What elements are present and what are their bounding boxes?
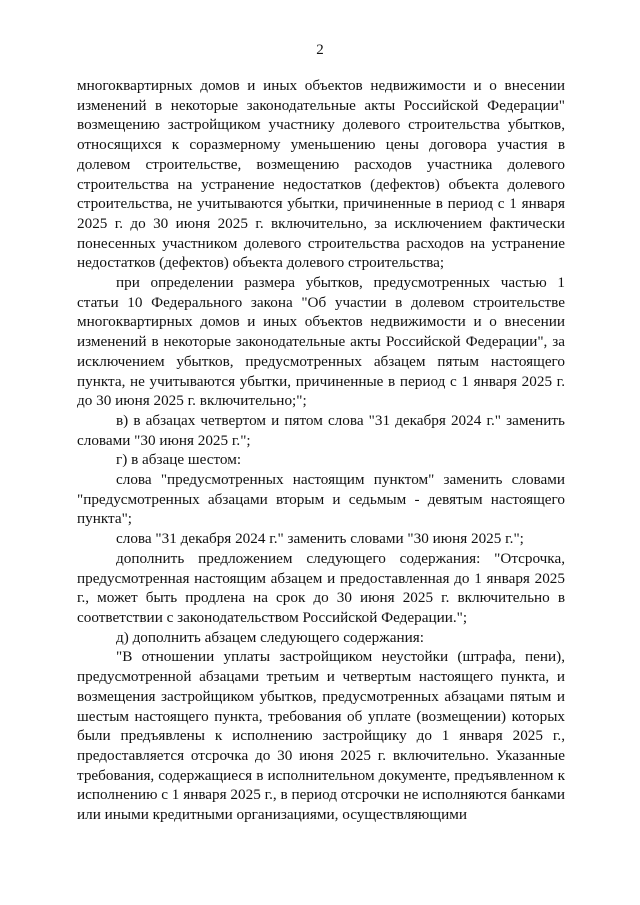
page-number: 2: [316, 42, 324, 58]
paragraph-continuation: многоквартирных домов и иных объектов недвижимости и о внесении изменений в некоторые законодательные акты Российской Федерации" возмещению застройщиком участнику долевого строительства убытков, относящихся к соразмерному уменьшению цены договора участия в долевом строительстве, возмещению расходов участника долевого строительства на устранение недостатков (дефектов) объекта долевого строительства, не учитываются убытки, причиненные в период с 1 января 2025 г. до 30 июня 2025 г. включительно, за исключением фактически понесенных участником долевого строительства расходов на устранение недостатков (дефектов) объекта долевого строительства;: [77, 77, 565, 272]
paragraph-item-v: в) в абзацах четвертом и пятом слова "31 декабря 2024 г." заменить словами "30 июня 2025 г.";: [77, 411, 565, 449]
paragraph-item-g: г) в абзаце шестом:: [116, 451, 242, 469]
paragraph-replace-words-1: слова "предусмотренных настоящим пунктом" заменить словами "предусмотренных абзацами вторым и седьмым - девятым настоящего пункта";: [77, 471, 565, 528]
paragraph-replace-words-2: слова "31 декабря 2024 г." заменить словами "30 июня 2025 г.";: [116, 530, 524, 548]
document-body: [77, 76, 565, 825]
paragraph-add-sentence: дополнить предложением следующего содержания: "Отсрочка, предусмотренная настоящим абзацем и предоставленная до 1 января 2025 г., может быть продлена на срок до 30 июня 2025 г. включительно в соответствии с законодательством Российской Федерации.";: [77, 549, 565, 626]
paragraph-item-d: д) дополнить абзацем следующего содержания:: [116, 628, 424, 646]
paragraph-losses-calculation: при определении размера убытков, предусмотренных частью 1 статьи 10 Федерального закона "Об участии в долевом строительстве многоквартирных домов и иных объектов недвижимости и о внесении изменений в некоторые законодательные акты Российской Федерации", за исключением убытков, предусмотренных абзацем пятым настоящего пункта, не учитываются убытки, причиненные в период с 1 января 2025 г. до 30 июня 2025 г. включительно;";: [77, 274, 565, 410]
paragraph-new-text: "В отношении уплаты застройщиком неустойки (штрафа, пени), предусмотренной абзацами третьим и четвертым настоящего пункта, и возмещения застройщиком убытков, предусмотренных абзацами пятым и шестым настоящего пункта, требования об уплате (возмещении) которых были предъявлены к исполнению застройщику до 1 января 2025 г., предоставляется отсрочка до 30 июня 2025 г. включительно. Указанные требования, содержащиеся в исполнительном документе, предъявленном к исполнению с 1 января 2025 г., в период отсрочки не исполняются банками или иными кредитными организациями, осуществляющими: [77, 648, 565, 824]
